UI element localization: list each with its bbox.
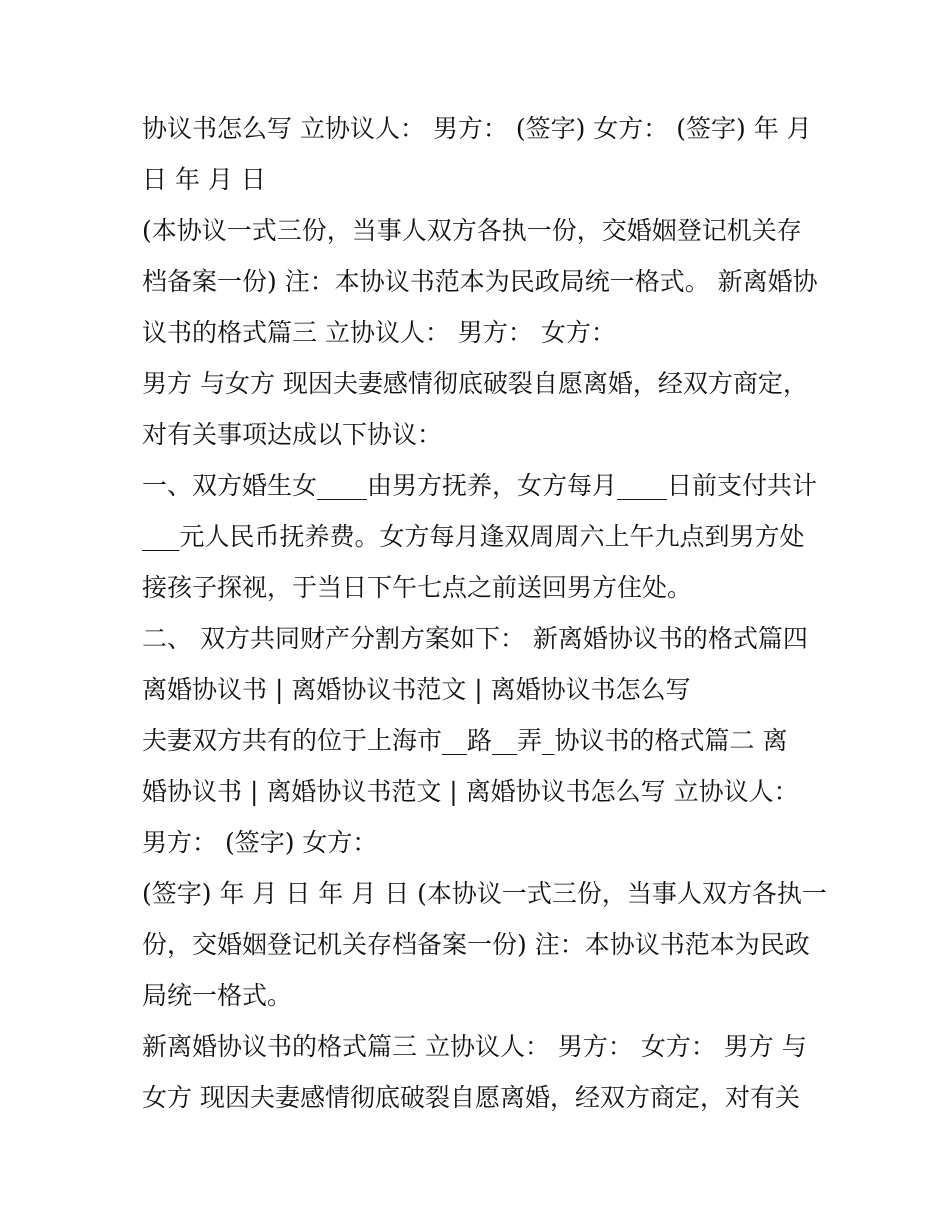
text-line: 女方 现因夫妻感情彻底破裂自愿离婚，经双方商定，对有关	[142, 1083, 800, 1112]
text-line: 份，交婚姻登记机关存档备案一份) 注：本协议书范本为民政	[142, 930, 810, 959]
text-line: 协议书怎么写 立协议人： 男方： (签字) 女方： (签字) 年 月	[142, 114, 812, 143]
text-line: 婚协议书 | 离婚协议书范文 | 离婚协议书怎么写 立协议人：	[142, 777, 799, 806]
text-line: 一、双方婚生女____由男方抚养，女方每月____日前支付共计	[142, 471, 818, 500]
text-line: 二、 双方共同财产分割方案如下： 新离婚协议书的格式篇四	[142, 624, 808, 653]
text-line: 对有关事项达成以下协议：	[142, 420, 443, 449]
text-line: 新离婚协议书的格式篇三 立协议人： 男方： 女方： 男方 与	[142, 1032, 807, 1061]
text-line: 档备案一份) 注：本协议书范本为民政局统一格式。 新离婚协	[142, 267, 818, 296]
text-line: 离婚协议书 | 离婚协议书范文 | 离婚协议书怎么写	[142, 675, 691, 704]
text-line: 议书的格式篇三 立协议人： 男方： 女方：	[142, 318, 616, 347]
text-line: ___元人民币抚养费。女方每月逢双周周六上午九点到男方处	[142, 522, 805, 551]
text-line: 日 年 月 日	[142, 165, 266, 194]
text-line: 夫妻双方共有的位于上海市__路__弄_协议书的格式篇二 离	[142, 726, 788, 755]
text-line: (签字) 年 月 日 年 月 日 (本协议一式三份，当事人双方各执一	[142, 879, 827, 908]
text-line: (本协议一式三份，当事人双方各执一份，交婚姻登记机关存	[142, 216, 802, 245]
text-line: 局统一格式。	[142, 981, 293, 1010]
text-line: 男方： (签字) 女方：	[142, 828, 378, 857]
text-line: 男方 与女方 现因夫妻感情彻底破裂自愿离婚，经双方商定，	[142, 369, 808, 398]
text-line: 接孩子探视，于当日下午七点之前送回男方住处。	[142, 573, 693, 602]
